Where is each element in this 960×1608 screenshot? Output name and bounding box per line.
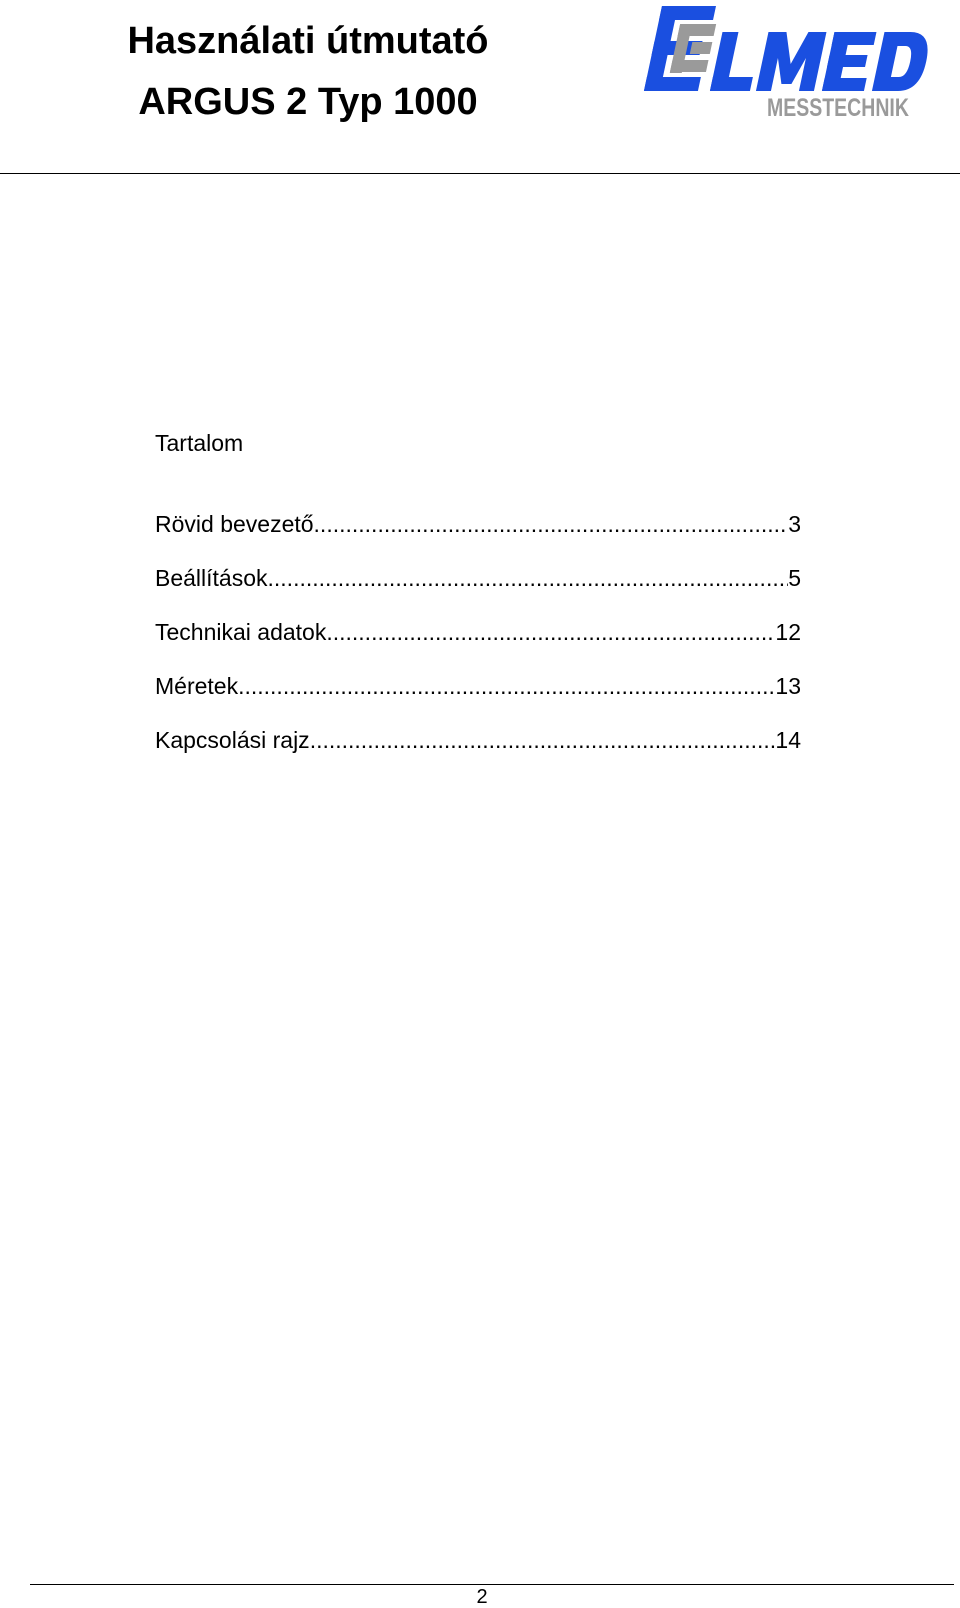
toc-heading: Tartalom (155, 430, 244, 456)
toc-entry-kapcsolasi-rajz[interactable] (155, 726, 801, 780)
toc-dot-leader (268, 564, 789, 592)
toc-entry-technikai-adatok[interactable] (155, 618, 801, 672)
toc-entry-page: 12 (775, 619, 801, 645)
page-number: 2 (476, 1586, 488, 1608)
toc-entry-label: Kapcsolási rajz (155, 727, 310, 753)
table-of-contents (155, 510, 801, 780)
toc-dot-leader (310, 726, 776, 754)
document-subtitle: ARGUS 2 Typ 1000 (138, 81, 478, 123)
toc-dot-leader (326, 618, 775, 646)
toc-dot-leader (238, 672, 775, 700)
header-divider (0, 173, 960, 174)
toc-entry-beallitasok[interactable] (155, 564, 801, 618)
toc-entry-page: 14 (775, 727, 801, 753)
toc-entry-label: Beállítások (155, 565, 268, 591)
logo-tagline: MESSTECHNIK (767, 94, 909, 122)
document-title: Használati útmutató (127, 20, 489, 62)
toc-entry-label: Rövid bevezető (155, 511, 314, 537)
footer-divider (30, 1584, 954, 1585)
toc-entry-page: 13 (775, 673, 801, 699)
toc-dot-leader (314, 510, 789, 538)
toc-entry-meretek[interactable] (155, 672, 801, 726)
toc-entry-page: 5 (788, 565, 801, 591)
toc-entry-page: 3 (788, 511, 801, 537)
toc-entry-label: Méretek (155, 673, 239, 699)
toc-entry-rovid-bevezeto[interactable] (155, 510, 801, 564)
toc-entry-label: Technikai adatok (155, 619, 327, 645)
